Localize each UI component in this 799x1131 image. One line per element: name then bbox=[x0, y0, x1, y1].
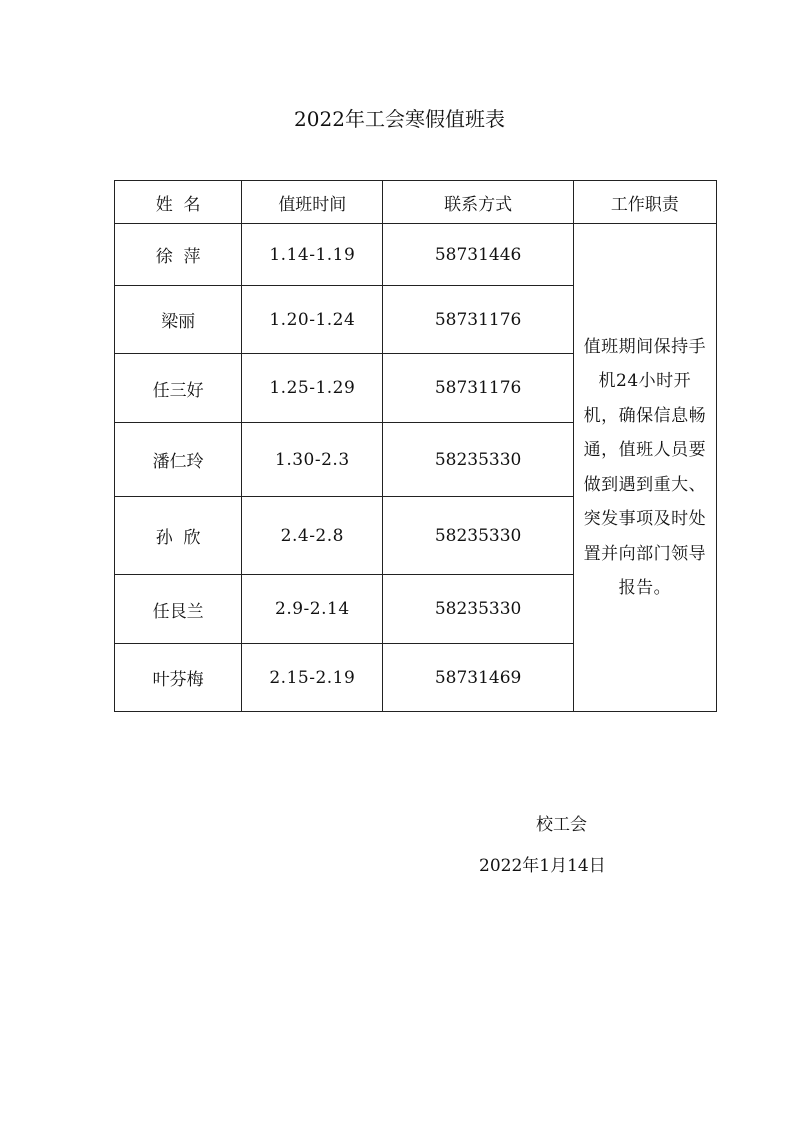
cell-contact: 58731176 bbox=[383, 354, 573, 423]
cell-name: 梁丽 bbox=[115, 286, 242, 354]
header-duty-time: 值班时间 bbox=[242, 181, 383, 224]
cell-duty-time: 2.4-2.8 bbox=[242, 497, 383, 575]
cell-duty-time: 2.15-2.19 bbox=[242, 644, 383, 712]
cell-duty-time: 1.14-1.19 bbox=[242, 224, 383, 286]
cell-duty-time: 2.9-2.14 bbox=[242, 575, 383, 644]
document-title: 2022年工会寒假值班表 bbox=[294, 107, 505, 131]
cell-name: 任三好 bbox=[115, 354, 242, 423]
cell-contact: 58731469 bbox=[383, 644, 573, 712]
header-contact: 联系方式 bbox=[383, 181, 573, 224]
duty-schedule-table bbox=[114, 180, 717, 712]
cell-name: 任艮兰 bbox=[115, 575, 242, 644]
cell-contact: 58731446 bbox=[383, 224, 573, 286]
cell-contact: 58235330 bbox=[383, 575, 573, 644]
cell-contact: 58731176 bbox=[383, 286, 573, 354]
cell-duty-time: 1.20-1.24 bbox=[242, 286, 383, 354]
header-responsibility: 工作职责 bbox=[573, 181, 716, 224]
issue-date: 2022年1月14日 bbox=[479, 856, 606, 876]
cell-name: 叶芬梅 bbox=[115, 644, 242, 712]
header-name: 姓 名 bbox=[115, 181, 242, 224]
cell-name: 徐 萍 bbox=[115, 224, 242, 286]
table-header-row bbox=[115, 181, 717, 224]
cell-name: 孙 欣 bbox=[115, 497, 242, 575]
cell-duty-time: 1.30-2.3 bbox=[242, 423, 383, 497]
cell-contact: 58235330 bbox=[383, 423, 573, 497]
cell-duty-time: 1.25-1.29 bbox=[242, 354, 383, 423]
cell-name: 潘仁玲 bbox=[115, 423, 242, 497]
cell-contact: 58235330 bbox=[383, 497, 573, 575]
issuing-organization: 校工会 bbox=[536, 815, 587, 835]
table-row bbox=[115, 224, 717, 286]
cell-responsibility: 值班期间保持手机24小时开机，确保信息畅通，值班人员要做到遇到重大、突发事项及时处置并向部门领导报告。 bbox=[573, 224, 716, 712]
